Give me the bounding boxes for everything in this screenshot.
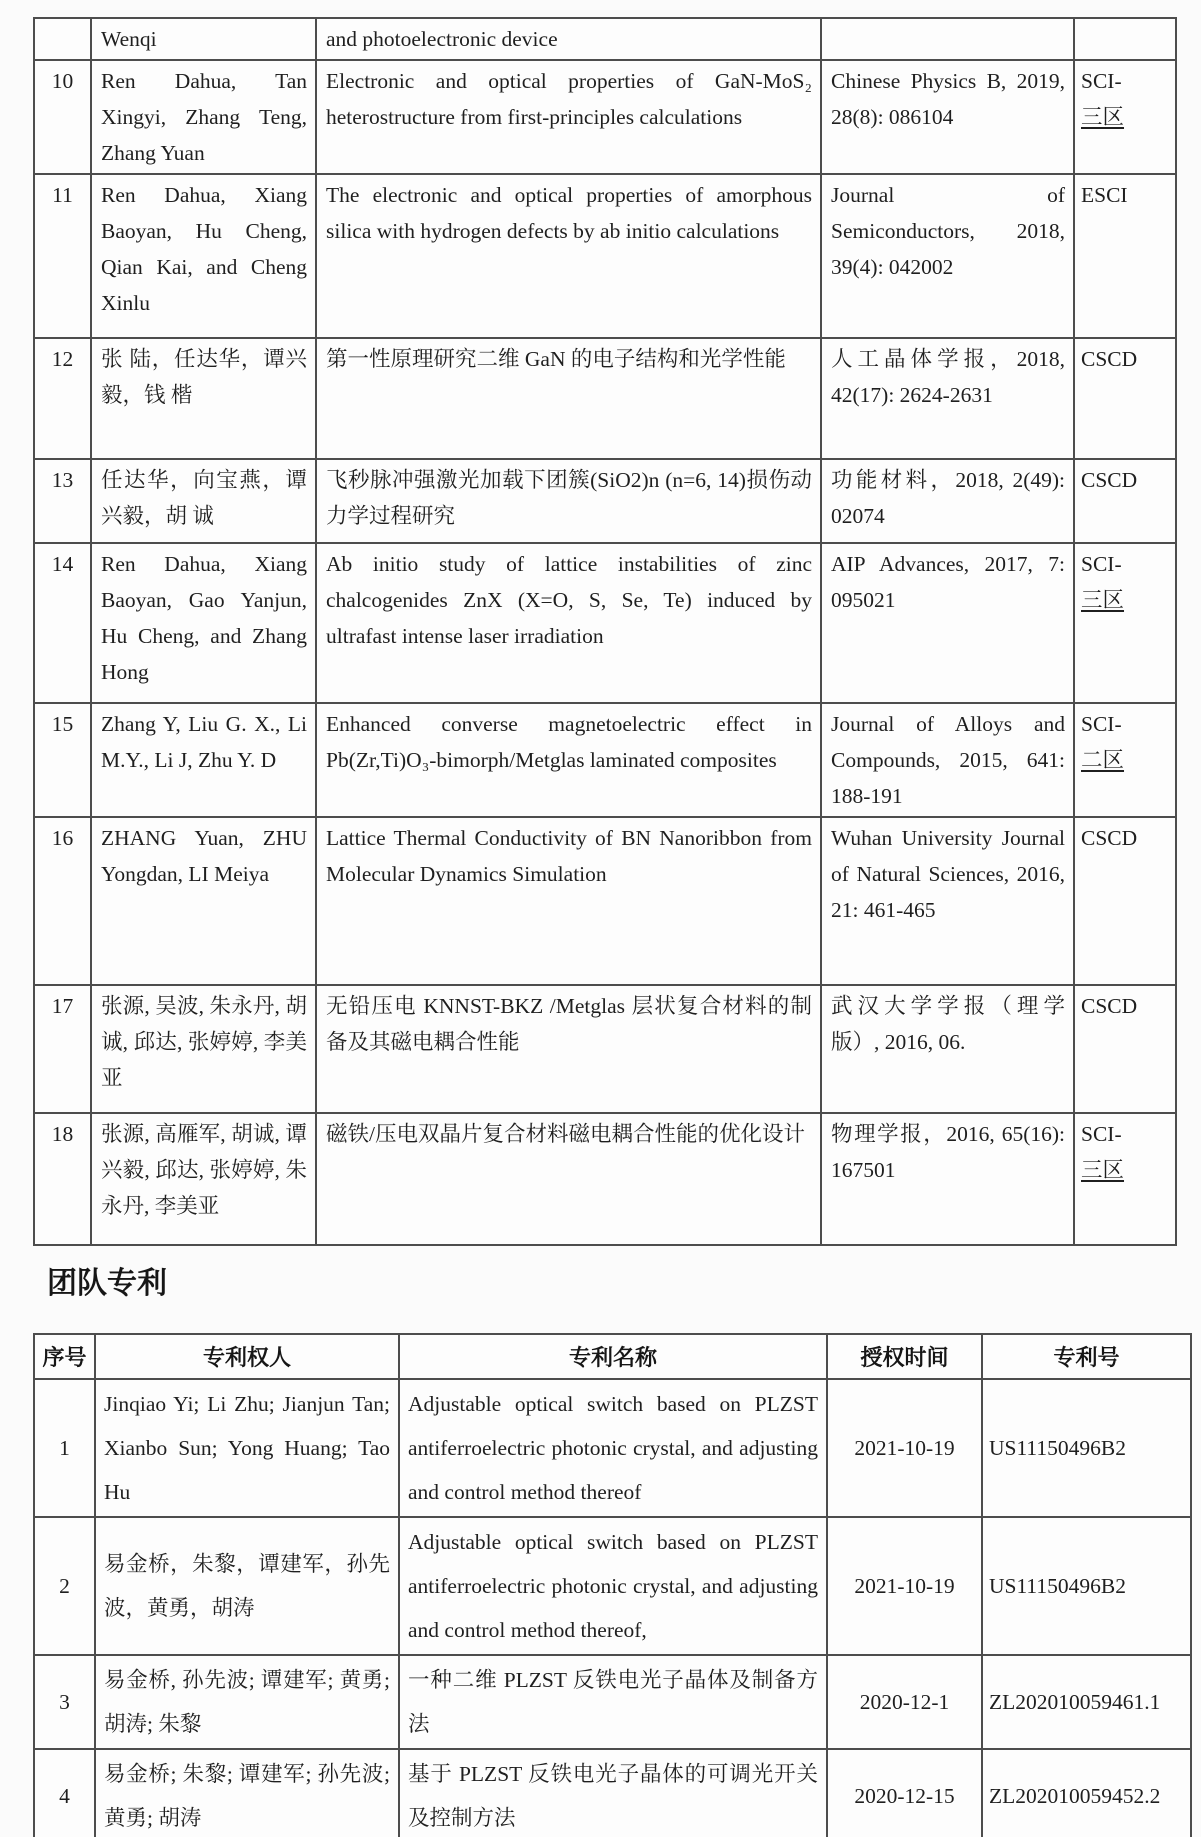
publications-table xyxy=(33,17,1177,1246)
cell-patent-name: 一种二维 PLZST 反铁电光子晶体及制备方法 xyxy=(399,1655,827,1749)
cell-authors: Ren Dahua, Xiang Baoyan, Gao Yanjun, Hu Cheng, and Zhang Hong xyxy=(91,543,316,703)
cell-patent-name: Adjustable optical switch based on PLZST antiferroelectric photonic crystal, and adjusting and control method thereof xyxy=(399,1379,827,1517)
cell-title: Lattice Thermal Conductivity of BN Nanoribbon from Molecular Dynamics Simulation xyxy=(316,817,821,985)
cell-grant-date: 2021-10-19 xyxy=(827,1379,982,1517)
cell-title: 磁铁/压电双晶片复合材料磁电耦合性能的优化设计 xyxy=(316,1113,821,1245)
cell-journal: 物理学报，2016, 65(16): 167501 xyxy=(821,1113,1074,1245)
table-row xyxy=(34,459,1176,543)
cell-class: SCI- 三区 xyxy=(1074,1113,1176,1245)
cell-authors: Wenqi xyxy=(91,18,316,60)
cell-num: 11 xyxy=(34,174,91,338)
cell-class: CSCD xyxy=(1074,459,1176,543)
cell-class: CSCD xyxy=(1074,985,1176,1113)
cell-journal: 武汉大学学报（理学版）, 2016, 06. xyxy=(821,985,1074,1113)
cell-patentee: 易金桥，朱黎，谭建军，孙先波，黄勇，胡涛 xyxy=(95,1517,399,1655)
cell-class: CSCD xyxy=(1074,338,1176,459)
cell-num: 4 xyxy=(34,1749,95,1837)
cell-grant-date: 2021-10-19 xyxy=(827,1517,982,1655)
col-header-patent-name: 专利名称 xyxy=(399,1334,827,1379)
cell-authors: 张源, 吴波, 朱永丹, 胡诚, 邱达, 张婷婷, 李美亚 xyxy=(91,985,316,1113)
cell-patentee: Jinqiao Yi; Li Zhu; Jianjun Tan; Xianbo Sun; Yong Huang; Tao Hu xyxy=(95,1379,399,1517)
cell-class: ESCI xyxy=(1074,174,1176,338)
patents-table xyxy=(33,1333,1192,1837)
cell-num: 18 xyxy=(34,1113,91,1245)
cell-journal: 功能材料，2018, 2(49): 02074 xyxy=(821,459,1074,543)
table-row xyxy=(34,703,1176,817)
cell-grant-date: 2020-12-1 xyxy=(827,1655,982,1749)
col-header-patentee: 专利权人 xyxy=(95,1334,399,1379)
cell-title: The electronic and optical properties of amorphous silica with hydrogen defects by ab initio calculations xyxy=(316,174,821,338)
cell-num: 13 xyxy=(34,459,91,543)
cell-class xyxy=(1074,18,1176,60)
table-row xyxy=(34,174,1176,338)
col-header-index: 序号 xyxy=(34,1334,95,1379)
table-row xyxy=(34,1749,1191,1837)
cell-class: CSCD xyxy=(1074,817,1176,985)
col-header-patent-number: 专利号 xyxy=(982,1334,1191,1379)
table-row xyxy=(34,1517,1191,1655)
cell-patent-number: US11150496B2 xyxy=(982,1379,1191,1517)
cell-title: and photoelectronic device xyxy=(316,18,821,60)
cell-grant-date: 2020-12-15 xyxy=(827,1749,982,1837)
cell-num: 17 xyxy=(34,985,91,1113)
cell-authors: 张源, 高雁军, 胡诚, 谭兴毅, 邱达, 张婷婷, 朱永丹, 李美亚 xyxy=(91,1113,316,1245)
cell-authors: Ren Dahua, Tan Xingyi, Zhang Teng, Zhang Yuan xyxy=(91,60,316,174)
cell-patent-name: Adjustable optical switch based on PLZST antiferroelectric photonic crystal, and adjusting and control method thereof, xyxy=(399,1517,827,1655)
cell-journal: Chinese Physics B, 2019, 28(8): 086104 xyxy=(821,60,1074,174)
table-row xyxy=(34,1113,1176,1245)
table-header-row xyxy=(34,1334,1191,1379)
cell-patent-number: ZL202010059461.1 xyxy=(982,1655,1191,1749)
cell-journal: 人工晶体学报，2018, 42(17): 2624-2631 xyxy=(821,338,1074,459)
table-row xyxy=(34,1655,1191,1749)
cell-title: Enhanced converse magnetoelectric effect in Pb(Zr,Ti)O₃-bimorph/Metglas laminated composites xyxy=(316,703,821,817)
cell-journal: Journal of Alloys and Compounds, 2015, 641: 188-191 xyxy=(821,703,1074,817)
cell-authors: Ren Dahua, Xiang Baoyan, Hu Cheng, Qian Kai, and Cheng Xinlu xyxy=(91,174,316,338)
table-row xyxy=(34,338,1176,459)
cell-patent-name: 基于 PLZST 反铁电光子晶体的可调光开关及控制方法 xyxy=(399,1749,827,1837)
cell-num: 3 xyxy=(34,1655,95,1749)
cell-patentee: 易金桥; 朱黎; 谭建军; 孙先波; 黄勇; 胡涛 xyxy=(95,1749,399,1837)
table-row xyxy=(34,985,1176,1113)
cell-journal: Journal of Semiconductors, 2018, 39(4): 042002 xyxy=(821,174,1074,338)
cell-authors: 张 陆，任达华，谭兴毅，钱 楷 xyxy=(91,338,316,459)
col-header-grant-date: 授权时间 xyxy=(827,1334,982,1379)
cell-class: SCI- 二区 xyxy=(1074,703,1176,817)
cell-title: 飞秒脉冲强激光加载下团簇(SiO2)n (n=6, 14)损伤动力学过程研究 xyxy=(316,459,821,543)
cell-num: 1 xyxy=(34,1379,95,1517)
cell-num: 16 xyxy=(34,817,91,985)
cell-title: 第一性原理研究二维 GaN 的电子结构和光学性能 xyxy=(316,338,821,459)
cell-class: SCI- 三区 xyxy=(1074,543,1176,703)
cell-patent-number: US11150496B2 xyxy=(982,1517,1191,1655)
cell-title: Electronic and optical properties of GaN-MoS₂ heterostructure from first-principles calculations xyxy=(316,60,821,174)
table-row xyxy=(34,18,1176,60)
cell-journal: Wuhan University Journal of Natural Sciences, 2016, 21: 461-465 xyxy=(821,817,1074,985)
cell-num: 2 xyxy=(34,1517,95,1655)
table-row xyxy=(34,543,1176,703)
cell-num: 14 xyxy=(34,543,91,703)
table-row xyxy=(34,60,1176,174)
cell-patentee: 易金桥, 孙先波; 谭建军; 黄勇; 胡涛; 朱黎 xyxy=(95,1655,399,1749)
cell-num: 15 xyxy=(34,703,91,817)
cell-journal: AIP Advances, 2017, 7: 095021 xyxy=(821,543,1074,703)
cell-authors: Zhang Y, Liu G. X., Li M.Y., Li J, Zhu Y. D xyxy=(91,703,316,817)
cell-authors: ZHANG Yuan, ZHU Yongdan, LI Meiya xyxy=(91,817,316,985)
cell-title: Ab initio study of lattice instabilities of zinc chalcogenides ZnX (X=O, S, Se, Te) induced by ultrafast intense laser irradiation xyxy=(316,543,821,703)
cell-num xyxy=(34,18,91,60)
cell-class: SCI- 三区 xyxy=(1074,60,1176,174)
cell-journal xyxy=(821,18,1074,60)
cell-num: 12 xyxy=(34,338,91,459)
section-heading-team-patents: 团队专利 xyxy=(47,1267,167,1300)
cell-patent-number: ZL202010059452.2 xyxy=(982,1749,1191,1837)
table-row xyxy=(34,817,1176,985)
cell-num: 10 xyxy=(34,60,91,174)
table-row xyxy=(34,1379,1191,1517)
cell-authors: 任达华，向宝燕，谭兴毅，胡 诚 xyxy=(91,459,316,543)
cell-title: 无铅压电 KNNST-BKZ /Metglas 层状复合材料的制备及其磁电耦合性能 xyxy=(316,985,821,1113)
